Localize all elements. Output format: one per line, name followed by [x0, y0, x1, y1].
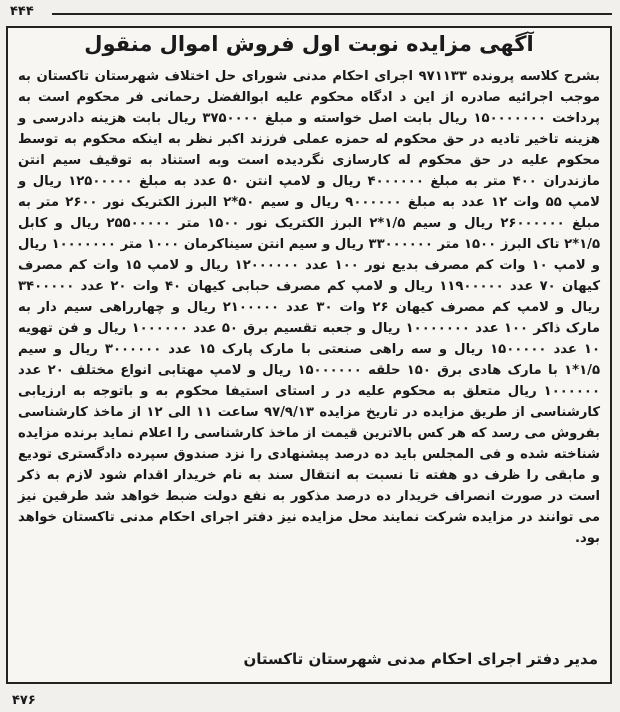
- bottom-page-number: ۴۷۶: [12, 693, 36, 708]
- notice-signature: مدیر دفتر اجرای احکام مدنی شهرستان تاکستان: [243, 650, 598, 668]
- notice-body: بشرح کلاسه پرونده ۹۷۱۱۳۳ اجرای احکام مدنی شورای حل اختلاف شهرستان تاکستان به موجب اجرائیه صادره از این د ادگاه محکوم علیه ابوالفضل رحمانی فر محکوم است به پرداخت ۱۵۰۰۰۰۰۰۰ ریال بابت اصل خواسته و مبلغ ۳۷۵۰۰۰۰ ریال بابت هزینه دادرسی و هزینه تاخیر تادیه در حق محکوم له حمزه عملی فرزند اکبر نظر به اینکه محکوم به توسط محکوم علیه در حق محکوم له کارسازی نگردیده است وبه استناد به توقیف سیم انتن مازندران ۴۰۰ متر به مبلغ ۴۰۰۰۰۰۰ ریال و لامپ انتن ۵۰ عدد به مبلغ ۱۲۵۰۰۰۰۰ ریال و لامپ ۵۵ وات ۱۲ عدد به مبلغ ۹۰۰۰۰۰۰ ریال و سیم ۵۰*۲ البرز الکتریک نور ۲۶۰۰ متر به مبلغ ۲۶۰۰۰۰۰۰ ریال و سیم ۱/۵*۲ البرز الکتریک نور ۱۵۰۰ متر ۲۵۵۰۰۰۰۰ ریال و کابل ۱/۵*۲ تاک البرز ۱۵۰۰ متر ۳۳۰۰۰۰۰۰ ریال و سیم انتن سیناکرمان ۱۰۰۰ متر ۱۰۰۰۰۰۰۰ ریال و لامپ ۱۰ وات کم مصرف بدیع نور ۱۰۰ عدد ۱۲۰۰۰۰۰۰ ریال و لامپ ۱۵ وات کم مصرف کیهان ۷۰ عدد ۱۱۹۰۰۰۰۰ ریال و لامپ کم مصرف حبابی کیهان ۴۰ وات ۲۰ عدد ۳۴۰۰۰۰۰ ریال و لامپ کم مصرف کیهان ۲۶ وات ۳۰ عدد ۲۱۰۰۰۰۰ ریال و چهارراهی سیم دار به مارک ذاکر ۱۰۰ عدد ۱۰۰۰۰۰۰۰ ریال و جعبه تقسیم برق ۵۰ عدد ۱۰۰۰۰۰۰ ریال و فن تهویه ۱۰ عدد ۱۵۰۰۰۰۰ ریال و سه راهی صنعتی با مارک پارک ۱۵ عدد ۳۰۰۰۰۰۰ ریال و سیم ۱/۵*۱ با مارک هادی برق ۱۵۰ حلقه ۱۵۰۰۰۰۰۰ ریال و لامپ مهتابی انواع مختلف ۲۰ عدد ۱۰۰۰۰۰۰ ریال متعلق به محکوم علیه در ر استای استیفا محکوم به و باتوجه به ارزیابی کارشناسی از طریق مزایده در تاریخ مزایده ۹۷/۹/۱۳ ساعت ۱۱ الی ۱۲ از ماخذ کارشناسی بفروش می رسد که هر کس بالاترین قیمت از ماخذ کارشناسی را اعلام نماید برنده مزایده شناخته شده و فی المجلس باید ده درصد پیشنهادی را نزد صندوق سپرده دادگستری تودیع و مابقی را ظرف دو هفته تا نسبت به انتقال سند به نام خریدار اقدام شود لازم به ذکر است در صورت انصراف خریدار ده درصد مذکور به نفع دولت ضبط خواهد شد طرفین نیز می توانند در مزایده شرکت نمایند محل مزایده نیز دفتر اجرای احکام مدنی تاکستان خواهد بود.: [18, 69, 601, 546]
- top-page-number: ۴۴۴: [10, 4, 34, 19]
- auction-notice-box: [6, 26, 612, 684]
- notice-title: آگهی مزایده نوبت اول فروش اموال منقول: [84, 32, 534, 56]
- top-divider: [52, 13, 612, 15]
